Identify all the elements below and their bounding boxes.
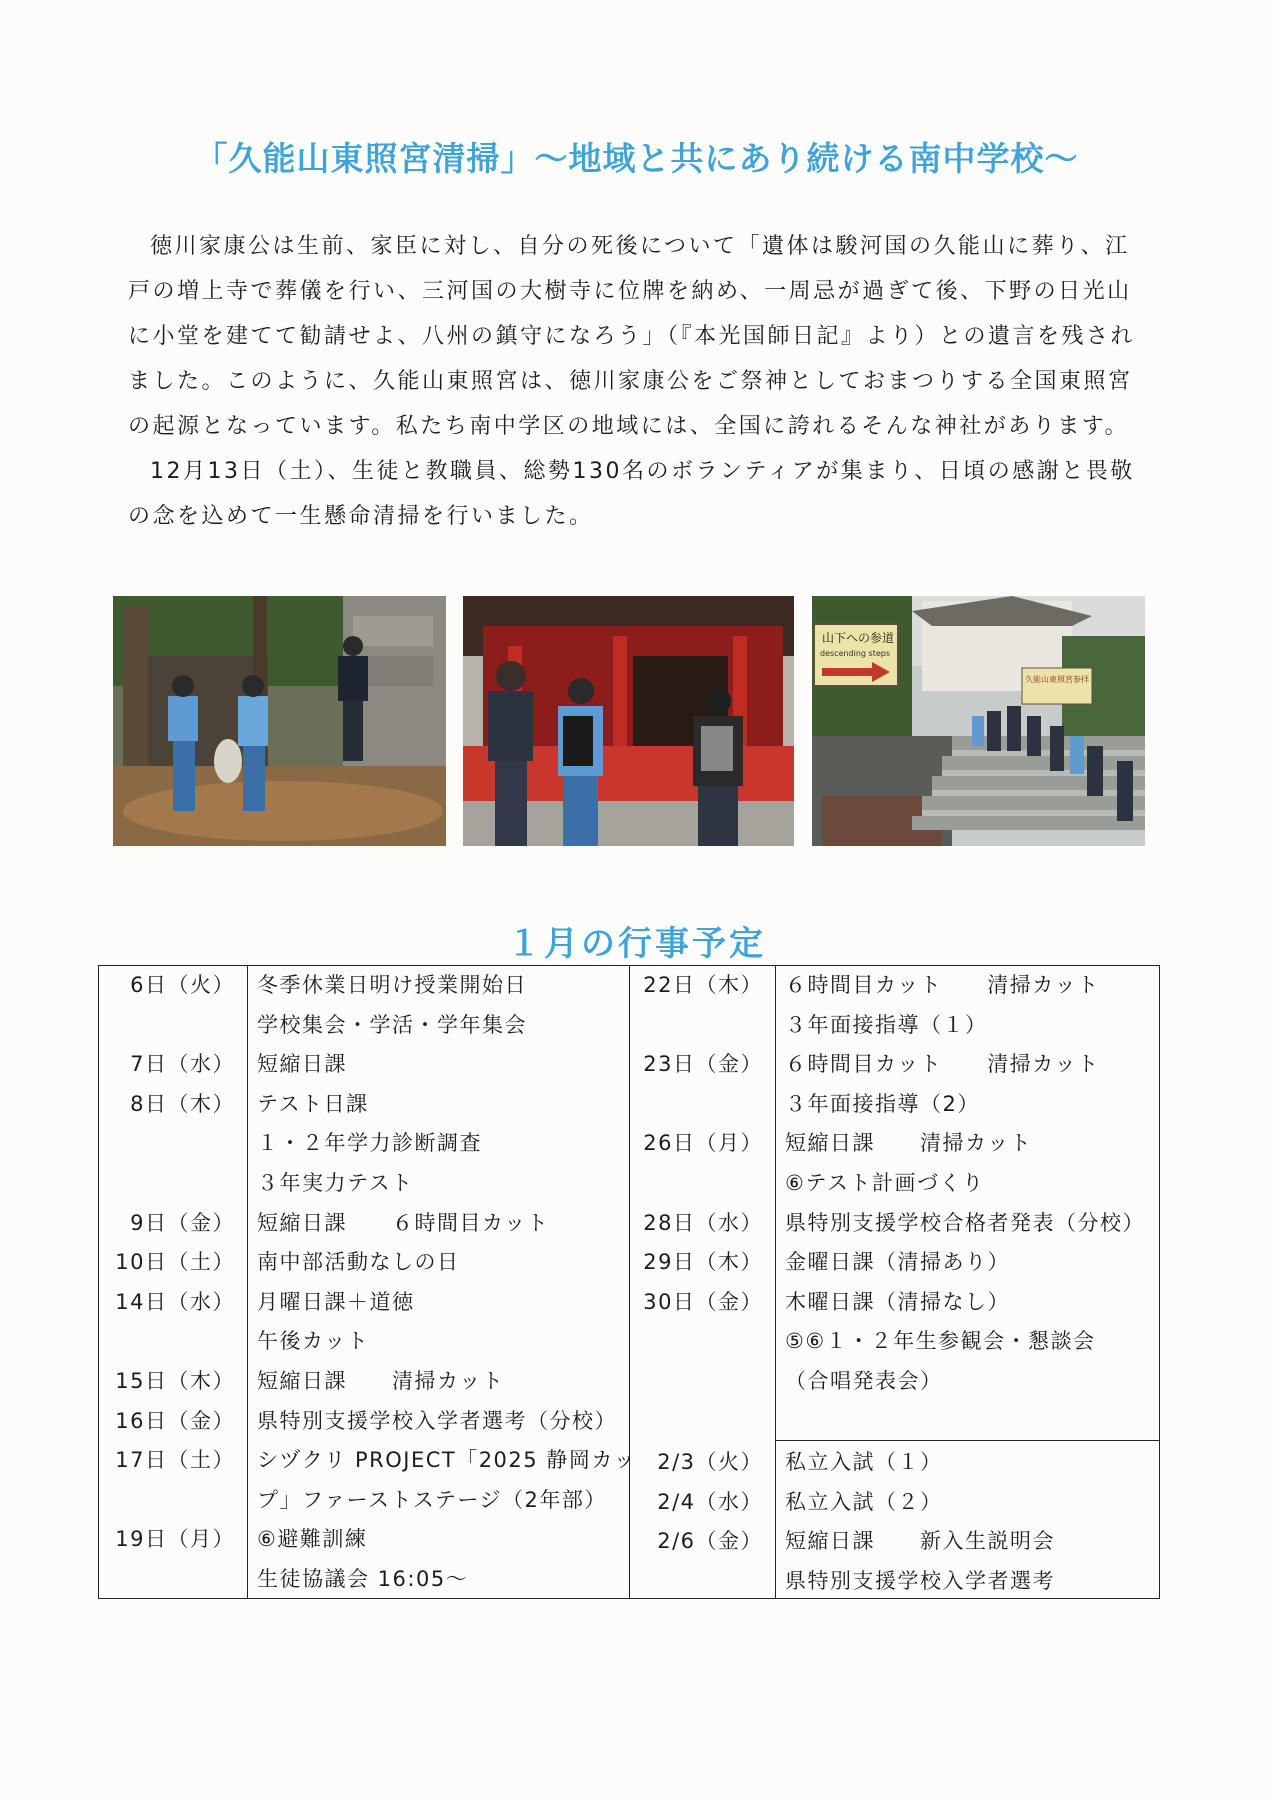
schedule-event: ⑥避難訓練 (257, 1527, 368, 1552)
schedule-date (99, 1322, 247, 1362)
schedule-date: 14日（水） (115, 1289, 235, 1314)
sign-main-text: 山下への参道 (822, 631, 895, 645)
schedule-date: 30日（金） (643, 1289, 763, 1314)
article-paragraph: 12月13日（土）、生徒と教職員、総勢130名のボランティアが集まり、日頃の感謝と畏敬の念を込めて一生懸命清掃を行いました。 (128, 459, 1135, 529)
schedule-event: ３年面接指導（１） (785, 1012, 988, 1037)
schedule-date (629, 1322, 775, 1362)
schedule-event: ６時間目カット 清掃カット (785, 973, 1100, 997)
schedule-date: 9日（金） (130, 1210, 235, 1235)
schedule-event: ３年面接指導（2） (785, 1091, 980, 1116)
schedule-date: 16日（金） (115, 1408, 235, 1433)
sign-sub-text: descending steps (820, 649, 891, 658)
schedule-date: 17日（土） (115, 1448, 235, 1473)
schedule-event: 短縮日課 新入生説明会 (785, 1529, 1055, 1554)
schedule-date (629, 1562, 775, 1602)
schedule-date: 23日（金） (643, 1052, 763, 1077)
schedule-date: 2/4（水） (657, 1489, 763, 1514)
schedule-date (629, 1164, 775, 1204)
schedule-date: 7日（水） (130, 1052, 235, 1077)
article-title: 「久能山東照宮清掃」～地域と共にあり続ける南中学校～ (194, 139, 1079, 178)
article-paragraph: 徳川家康公は生前、家臣に対し、自分の死後について「遺体は駿河国の久能山に葬り、江戸の増上寺で葬儀を行い、三河国の大樹寺に位牌を納め、一周忌が過ぎて後、下野の日光山に小堂を建てて勧請せよ、八州の鎮守になろう」（『本光国師日記』より）との遺言を残されました。このように、久能山東照宮は、徳川家康公をご祭神としておまつりする全国東照宮の起源となっています。私たち南中学区の地域には、全国に誇れるそんな神社があります。 (128, 234, 1136, 439)
schedule-event: 私立入試（１） (785, 1450, 943, 1475)
schedule-date: 28日（水） (643, 1210, 763, 1235)
schedule-date (99, 1124, 247, 1164)
schedule-event: 短縮日課 ６時間目カット (257, 1210, 550, 1235)
schedule-event: 県特別支援学校入学者選考 (785, 1568, 1055, 1593)
schedule-event: （合唱発表会） (785, 1368, 943, 1393)
schedule-event: 短縮日課 清掃カット (785, 1131, 1033, 1156)
schedule-date (99, 1481, 247, 1521)
schedule-event: 金曜日課（清掃あり） (785, 1250, 1010, 1275)
schedule-event: １・２年学力診断調査 (257, 1131, 482, 1156)
schedule-date: 2/3（火） (657, 1450, 763, 1475)
left-event-column (257, 966, 637, 1600)
schedule-event: 午後カット (257, 1329, 370, 1354)
schedule-title: １月の行事予定 (507, 924, 766, 964)
right-event-column (785, 966, 1159, 1600)
schedule-date (629, 1006, 775, 1046)
schedule-date: 2/6（金） (657, 1529, 763, 1554)
photo-shrine-building (463, 596, 794, 846)
article-body (128, 224, 1138, 539)
schedule-event: ６時間目カット 清掃カット (785, 1052, 1100, 1077)
schedule-date (99, 1006, 247, 1046)
photo-strip (113, 596, 1145, 848)
schedule-date (629, 1362, 775, 1402)
schedule-event: 木曜日課（清掃なし） (785, 1289, 1010, 1314)
schedule-event: ３年実力テスト (257, 1170, 414, 1195)
schedule-date (629, 1402, 775, 1442)
schedule-date: 6日（火） (130, 973, 235, 997)
schedule-event: 短縮日課 (257, 1052, 347, 1077)
schedule-event: 冬季休業日明け授業開始日 (257, 973, 527, 997)
schedule-date: 10日（土） (115, 1250, 235, 1275)
schedule-date: 15日（木） (115, 1368, 235, 1393)
schedule-event: 南中部活動なしの日 (257, 1250, 460, 1275)
right-date-column (629, 966, 775, 1600)
photo-sweeping-leaves (113, 596, 446, 846)
schedule-event: 月曜日課＋道徳 (257, 1289, 415, 1314)
schedule-event: テスト日課 (257, 1091, 369, 1116)
schedule-date: 26日（月） (643, 1131, 763, 1156)
schedule-date (629, 1085, 775, 1125)
schedule-event: 短縮日課 清掃カット (257, 1368, 505, 1393)
schedule-date: 19日（月） (115, 1527, 235, 1552)
photo-shrine-steps (812, 596, 1145, 846)
schedule-date: 8日（木） (130, 1091, 235, 1116)
schedule-date (99, 1164, 247, 1204)
schedule-event: ⑤⑥１・２年生参観会・懇談会 (785, 1329, 1096, 1354)
sign-notice-text: 久能山東照宮参拝 (1025, 675, 1089, 684)
left-date-column (99, 966, 247, 1600)
schedule-event: 県特別支援学校入学者選考（分校） (257, 1408, 617, 1433)
schedule-date (99, 1560, 247, 1600)
schedule-event: シヅクリ PROJECT「2025 静岡カッ (257, 1448, 637, 1473)
schedule-date: 29日（木） (643, 1250, 763, 1275)
schedule-date: 22日（木） (643, 973, 763, 997)
schedule-event: 学校集会・学活・学年集会 (257, 1012, 527, 1037)
schedule-event: 生徒協議会 16:05～ (257, 1566, 469, 1591)
schedule-table (98, 965, 1160, 1599)
schedule-event: ⑥テスト計画づくり (785, 1170, 985, 1195)
schedule-event (785, 1402, 1159, 1442)
schedule-event: 県特別支援学校合格者発表（分校） (785, 1210, 1145, 1235)
schedule-event: プ」ファーストステージ（2年部） (257, 1487, 607, 1512)
schedule-event: 私立入試（２） (785, 1489, 943, 1514)
